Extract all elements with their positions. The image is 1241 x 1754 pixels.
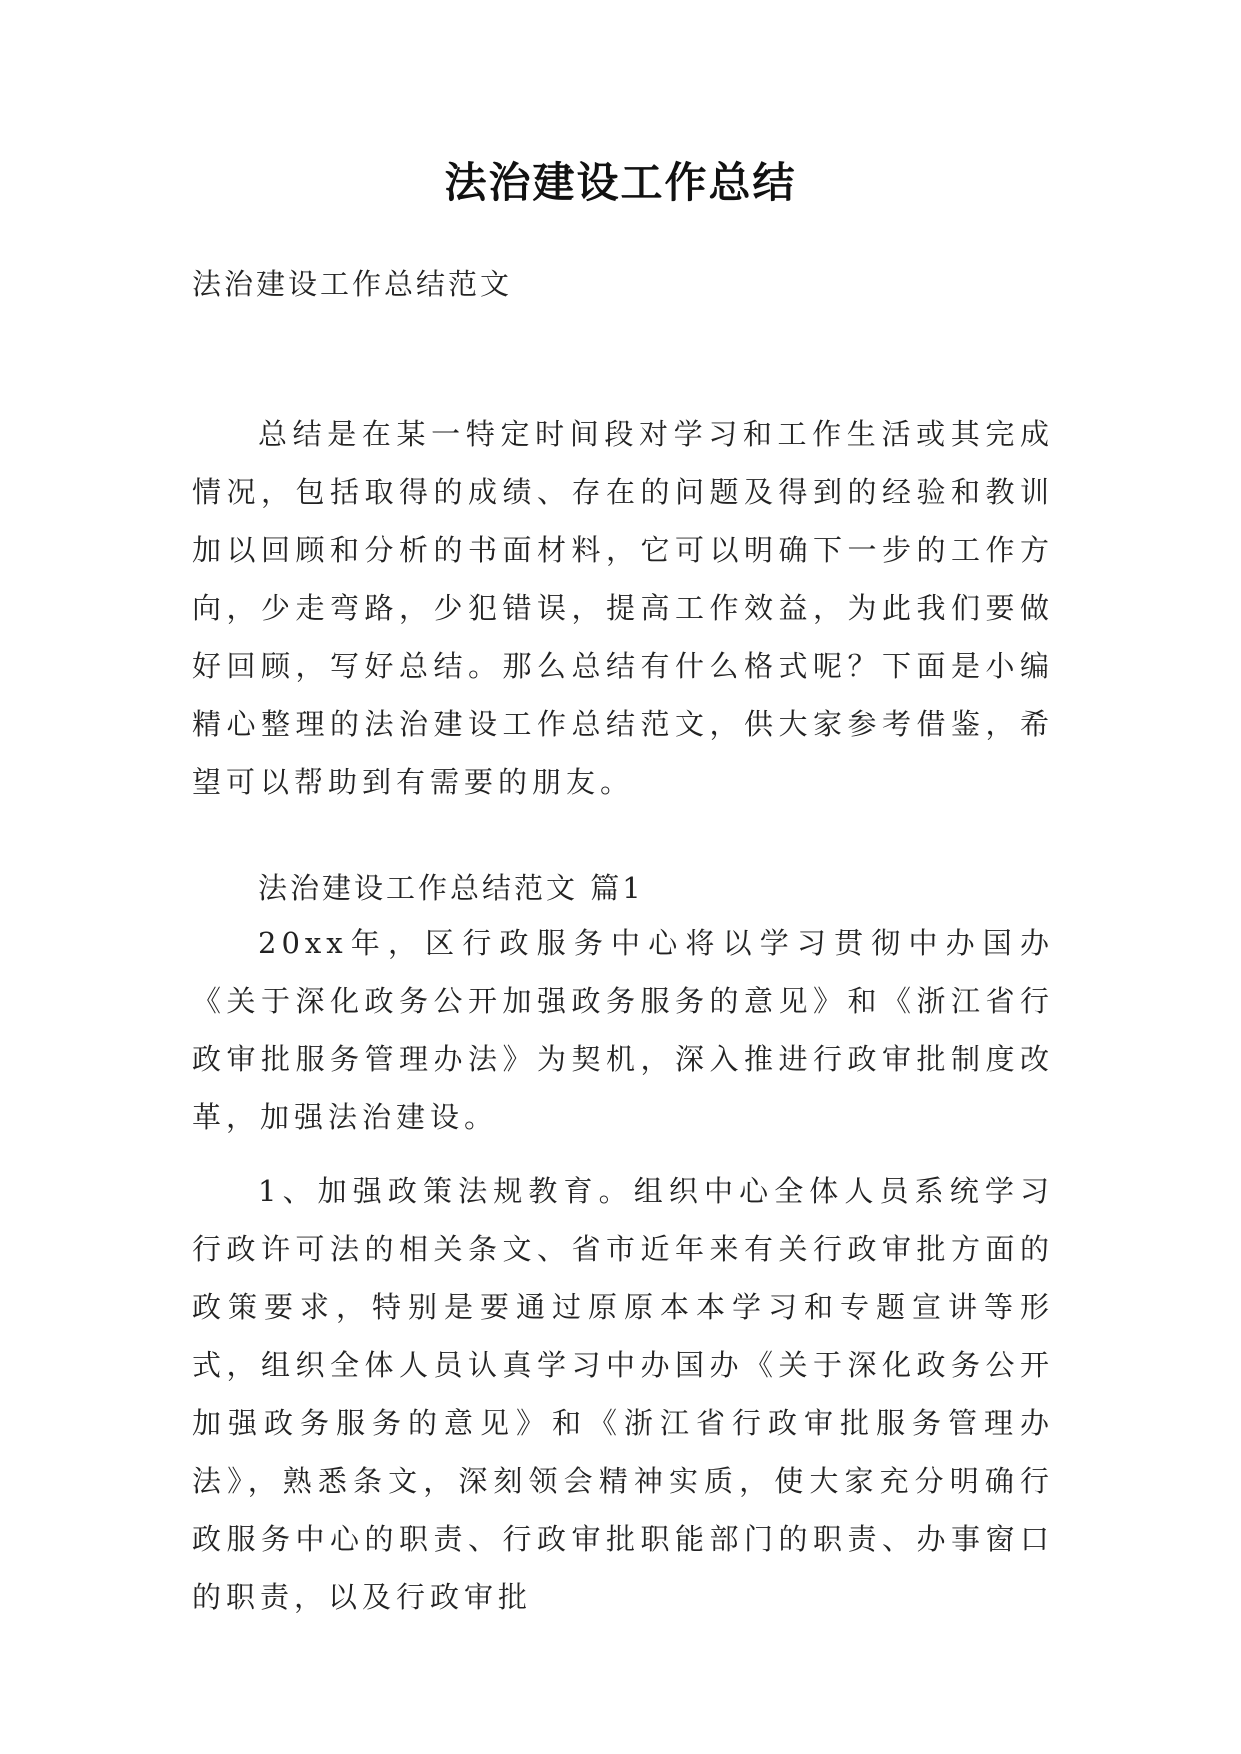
document-title: 法治建设工作总结 — [444, 158, 797, 207]
body-paragraph-1: 20xx年，区行政服务中心将以学习贯彻中办国办《关于深化政务公开加强政务服务的意见》和《浙江省行政审批服务管理办法》为契机，深入推进行政审批制度改革，加强法治建设。 — [192, 926, 1054, 1134]
body-paragraph-2: 1、加强政策法规教育。组织中心全体人员系统学习行政许可法的相关条文、省市近年来有关行政审批方面的政策要求，特别是要通过原原本本学习和专题宣讲等形式，组织全体人员认真学习中办国办《关于深化政务公开加强政务服务的意见》和《浙江省行政审批服务管理办法》，熟悉条文，深刻领会精神实质，使大家充分明确行政服务中心的职责、行政审批职能部门的职责、办事窗口的职责，以及行政审批 — [192, 1174, 1054, 1614]
document-subtitle: 法治建设工作总结范文 — [192, 267, 513, 301]
section-heading: 法治建设工作总结范文 篇1 — [258, 871, 644, 905]
intro-paragraph: 总结是在某一特定时间段对学习和工作生活或其完成情况，包括取得的成绩、存在的问题及得到的经验和教训加以回顾和分析的书面材料，它可以明确下一步的工作方向，少走弯路，少犯错误，提高工作效益，为此我们要做好回顾，写好总结。那么总结有什么格式呢？下面是小编精心整理的法治建设工作总结范文，供大家参考借鉴，希望可以帮助到有需要的朋友。 — [192, 417, 1054, 799]
